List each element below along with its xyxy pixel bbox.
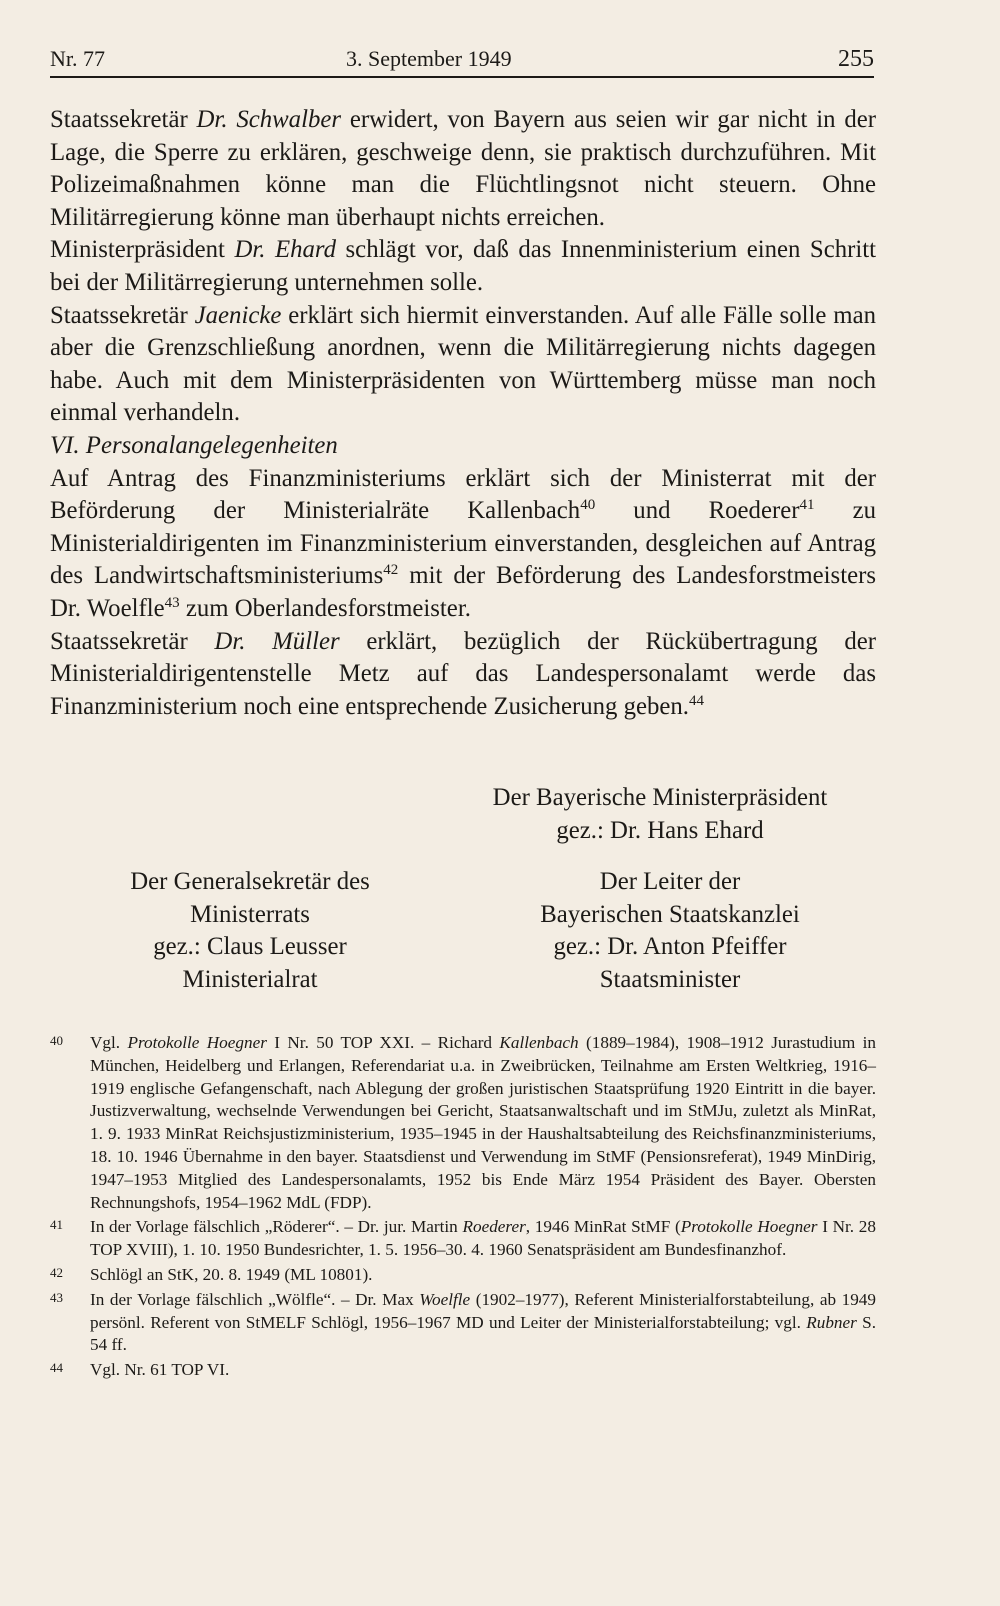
signature-line: gez.: Dr. Hans Ehard (556, 816, 764, 844)
source-title: Protokolle Hoegner (127, 1033, 267, 1052)
footnote-44 (50, 1359, 876, 1382)
text-span: I Nr. 50 TOP XXI. – Richard (266, 1033, 500, 1052)
main-text (50, 104, 876, 723)
person-name: Woelfle (419, 1289, 471, 1309)
footnote-ref[interactable]: 43 (164, 594, 180, 611)
text-span: , 1946 MinRat StMF ( (525, 1217, 681, 1237)
text-span: Vgl. (90, 1033, 128, 1052)
signature-line: Der Leiter der (599, 868, 741, 895)
text-span: Ministerpräsident (50, 236, 235, 264)
signature-ministerpraesident (470, 782, 850, 847)
running-head (50, 44, 874, 74)
signature-generalsekretaer (80, 866, 420, 996)
text-span: (1902–1977), Referent Ministerialforstabteilung, ab 1949 persönl. Referent von StMELF Schlögl, 1956–1967 MD und Leiter der Ministerialforstabteilung; vgl. (90, 1289, 876, 1332)
signature-staatskanzlei (500, 866, 840, 996)
paragraph-jaenicke (50, 300, 876, 430)
signature-line: Der Generalsekretär des (130, 868, 370, 895)
source-title: Protokolle Hoegner (680, 1217, 818, 1237)
footnote-ref[interactable]: 42 (383, 562, 399, 579)
signature-line: Bayerischen Staatskanzlei (540, 900, 800, 928)
text-span: S. 54 ff. (90, 1312, 877, 1355)
text-span: erwidert, von Bayern aus seien wir gar nicht in der Lage, die Sperre zu erklären, geschweige denn, sie praktisch durchzuführen. Mit Polizeimaßnahmen könne man die Flüchtlingsnot nicht steuern. Ohne Militärregierung könne man überhaupt nichts erreichen. (50, 106, 876, 231)
header-rule (50, 76, 874, 78)
person-name: Roederer (462, 1217, 526, 1237)
signature-line: Ministerialrat (182, 965, 318, 993)
text-span: Staatssekretär (50, 627, 215, 655)
text-span: erklärt, bezüglich der Rückübertragung der Ministerialdirigentenstelle Metz auf das Landespersonalamt werde das Finanzministerium noch eine entsprechende Zusicherung geben. (50, 627, 876, 720)
session-date: 3. September 1949 (346, 46, 512, 71)
text-span: In der Vorlage fälschlich „Röderer“. – Dr. jur. Martin (90, 1217, 463, 1237)
text-span: (1889–1984), 1908–1912 Jurastudium in München, Heidelberg und Erlangen, Referendariat u.a. in Zweibrücken, Teilnahme am Ersten Weltkrieg, 1916–1919 englische Gefangenschaft, nach Ablegung der großen juristischen Staatsprüfung 1920 Eintritt in die bayer. Justizverwaltung, wechselnde Verwendungen bei Gericht, Staatsanwaltschaft und im StMJu, zuletzt als MinRat, 1. 9. 1933 MinRat Reichsjustizministerium, 1935–1945 in der Haushaltsabteilung des Reichsfinanzministeriums, 18. 10. 1946 Übernahme in den bayer. Staatsdienst und Verwendung im StMF (Pensionsreferat), 1949 MinDirig, 1947–1953 Mitglied des Landespersonalamts, 1952 bis Ende März 1954 Präsident des Bayer. Obersten Rechnungshofs, 1954–1962 MdL (FDP). (90, 1033, 877, 1212)
text-span: Schlögl an StK, 20. 8. 1949 (ML 10801). (90, 1264, 373, 1284)
person-name: Dr. Ehard (234, 236, 337, 264)
page-number: 255 (838, 46, 874, 72)
person-name: Dr. Müller (214, 627, 340, 655)
signature-line: gez.: Claus Leusser (153, 933, 347, 961)
text-span: Staatssekretär (50, 106, 197, 133)
person-name: Jaenicke (194, 301, 282, 329)
text-span: Staatssekretär (50, 301, 195, 329)
footnote-41 (50, 1216, 876, 1262)
person-name: Dr. Schwalber (196, 106, 342, 133)
signature-line: Ministerrats (190, 900, 310, 928)
text-span: und Roederer (595, 497, 800, 525)
section-heading: VI. Personalangelegenheiten (50, 431, 338, 459)
footnote-number: 40 (50, 1033, 63, 1048)
footnote-ref[interactable]: 41 (799, 497, 815, 514)
text-span: zu Ministerialdirigenten im Finanzministerium einverstanden, desgleichen auf Antrag des Landwirtschaftsministeriums (50, 497, 876, 590)
text-span: mit der Beförderung des Landesforstmeisters Dr. Woelfle (50, 562, 877, 622)
footnote-ref[interactable]: 40 (580, 497, 596, 514)
footnote-number: 41 (50, 1217, 63, 1233)
text-span: Vgl. Nr. 61 TOP VI. (90, 1360, 230, 1380)
text-span: erklärt sich hiermit einverstanden. Auf alle Fälle solle man aber die Grenzschließung anordnen, wenn die Militärregierung nichts dagegen habe. Auch mit dem Ministerpräsidenten von Württemberg müsse man noch einmal verhandeln. (50, 301, 876, 427)
footnote-number: 44 (50, 1360, 63, 1376)
footnotes (50, 1032, 876, 1384)
footnote-42 (50, 1264, 876, 1287)
document-number: Nr. 77 (50, 46, 105, 71)
text-span: I Nr. 28 TOP XVIII), 1. 10. 1950 Bundesrichter, 1. 5. 1956–30. 4. 1960 Senatspräsident am Bundesfinanzhof. (90, 1217, 876, 1260)
text-span: Auf Antrag des Finanzministeriums erklärt sich der Ministerrat mit der Beförderung der Ministerialräte Kallenbach (50, 464, 876, 525)
footnote-40 (50, 1032, 876, 1214)
paragraph-promotion (50, 463, 876, 626)
paragraph-ehard (50, 234, 876, 299)
footnote-ref[interactable]: 44 (689, 692, 705, 709)
text-span: schlägt vor, daß das Innenministerium einen Schritt bei der Militärregierung unternehmen solle. (50, 236, 877, 296)
text-span: zum Oberlandesforstmeister. (179, 594, 471, 622)
text-span: In der Vorlage fälschlich „Wölfle“. – Dr. Max (90, 1289, 420, 1309)
source-title: Rubner (806, 1312, 857, 1332)
footnote-number: 43 (50, 1289, 63, 1305)
person-name: Kallenbach (499, 1033, 579, 1052)
signature-line: Staatsminister (599, 965, 741, 993)
paragraph-schwalber (50, 104, 876, 234)
signature-line: Der Bayerische Ministerpräsident (492, 784, 828, 811)
paragraph-mueller (50, 626, 876, 724)
footnote-43 (50, 1289, 876, 1357)
signature-line: gez.: Dr. Anton Pfeiffer (553, 933, 787, 961)
footnote-number: 42 (50, 1264, 63, 1280)
